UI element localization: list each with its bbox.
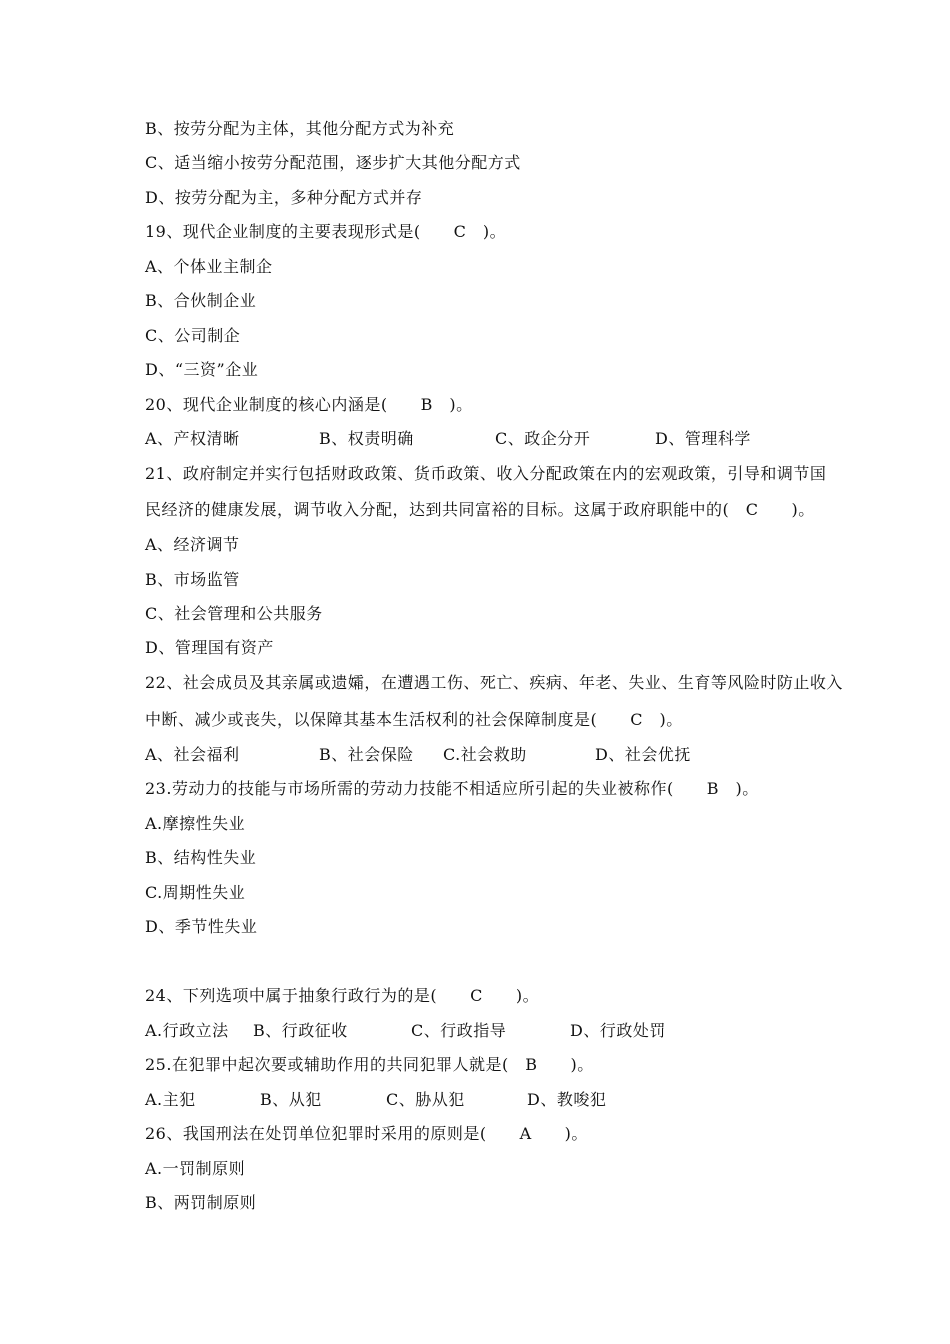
option: D、教唆犯 — [527, 1090, 607, 1109]
text-line: C.周期性失业 — [145, 883, 246, 902]
text-line: A.一罚制原则 — [145, 1159, 246, 1178]
text-line: C、公司制企 — [145, 326, 241, 345]
text-line: D、按劳分配为主，多种分配方式并存 — [145, 188, 423, 207]
text-line: 中断、减少或丧失，以保障其基本生活权利的社会保障制度是( C )。 — [145, 710, 683, 729]
text-line: A.摩擦性失业 — [145, 814, 246, 833]
text-line: B、两罚制原则 — [145, 1193, 257, 1212]
text-line: B、合伙制企业 — [145, 291, 257, 310]
option: A.行政立法 — [145, 1021, 229, 1040]
option: A、产权清晰 — [145, 429, 240, 448]
option: B、社会保险 — [319, 745, 414, 764]
option: B、行政征收 — [253, 1021, 348, 1040]
text-line: B、市场监管 — [145, 570, 240, 589]
text-line: B、按劳分配为主体，其他分配方式为补充 — [145, 119, 455, 138]
text-line: D、管理国有资产 — [145, 638, 274, 657]
text-line: D、“三资”企业 — [145, 360, 259, 379]
question-21: 21、政府制定并实行包括财政政策、货币政策、收入分配政策在内的宏观政策，引导和调节国 — [145, 464, 827, 483]
text-line: B、结构性失业 — [145, 848, 257, 867]
text-line: A、个体业主制企 — [145, 257, 273, 276]
option: D、管理科学 — [655, 429, 751, 448]
question-19: 19、现代企业制度的主要表现形式是( C )。 — [145, 222, 507, 241]
option: B、从犯 — [260, 1090, 322, 1109]
text-line: C、社会管理和公共服务 — [145, 604, 323, 623]
text-line: A、经济调节 — [145, 535, 240, 554]
text-line: C、适当缩小按劳分配范围，逐步扩大其他分配方式 — [145, 153, 521, 172]
option: D、行政处罚 — [570, 1021, 666, 1040]
question-22: 22、社会成员及其亲属或遗孀，在遭遇工伤、死亡、疾病、年老、失业、生育等风险时防止收入 — [145, 673, 843, 692]
question-20: 20、现代企业制度的核心内涵是( B )。 — [145, 395, 473, 414]
question-24: 24、下列选项中属于抽象行政行为的是( C )。 — [145, 986, 540, 1005]
option: C、政企分开 — [495, 429, 591, 448]
option: C、行政指导 — [411, 1021, 507, 1040]
text-line: 民经济的健康发展，调节收入分配，达到共同富裕的目标。这属于政府职能中的( C )。 — [145, 500, 815, 519]
option: C.社会救助 — [443, 745, 527, 764]
text-line: D、季节性失业 — [145, 917, 258, 936]
option: A.主犯 — [145, 1090, 196, 1109]
option: C、胁从犯 — [386, 1090, 465, 1109]
option: D、社会优抚 — [595, 745, 691, 764]
option: A、社会福利 — [145, 745, 240, 764]
question-23: 23.劳动力的技能与市场所需的劳动力技能不相适应所引起的失业被称作( B )。 — [145, 779, 759, 798]
question-25: 25.在犯罪中起次要或辅助作用的共同犯罪人就是( B )。 — [145, 1055, 594, 1074]
question-26: 26、我国刑法在处罚单位犯罪时采用的原则是( A )。 — [145, 1124, 588, 1143]
option: B、权责明确 — [319, 429, 414, 448]
